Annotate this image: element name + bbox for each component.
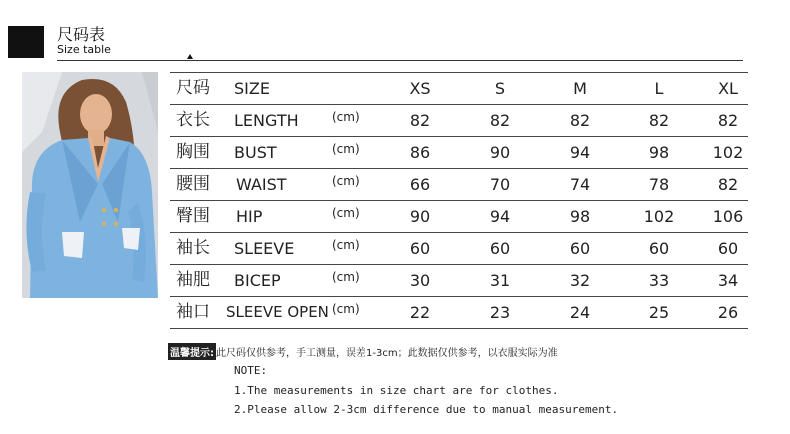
table-row-length [170, 105, 748, 137]
row-en-label: SLEEVE [234, 239, 295, 258]
table-row-hip [170, 201, 748, 233]
table-row-bust [170, 137, 748, 169]
value-xs: 22 [409, 303, 431, 322]
value-xl: 82 [717, 175, 739, 194]
row-unit: (cm) [332, 110, 360, 124]
value-l: 25 [648, 303, 670, 322]
size-m-header: M [573, 79, 587, 98]
table-row-sleeve-open [170, 297, 748, 329]
value-s: 82 [489, 111, 511, 130]
table-row-waist [170, 169, 748, 201]
table-row-sleeve [170, 233, 748, 265]
row-unit: (cm) [332, 142, 360, 156]
note-line-1: 1.The measurements in size chart are for clothes. [234, 384, 559, 397]
row-unit: (cm) [332, 174, 360, 188]
table-row-bicep [170, 265, 748, 297]
row-unit: (cm) [332, 302, 360, 316]
model-illustration [22, 72, 158, 298]
value-m: 98 [569, 207, 591, 226]
size-xs-header: XS [409, 79, 431, 98]
value-xl: 106 [712, 207, 744, 226]
row-en-label: SLEEVE OPEN [226, 303, 329, 321]
row-cn-label: 腰围 [176, 174, 210, 194]
value-xl: 102 [712, 143, 744, 162]
note-line-2: 2.Please allow 2-3cm difference due to manual measurement. [234, 403, 619, 416]
title-divider [57, 60, 743, 61]
value-xs: 60 [409, 239, 431, 258]
size-xl-header: XL [718, 79, 738, 98]
value-xl: 34 [717, 271, 739, 290]
value-l: 33 [648, 271, 670, 290]
value-s: 23 [489, 303, 511, 322]
value-xs: 86 [409, 143, 431, 162]
logo-block [8, 26, 44, 58]
note-title: NOTE: [234, 364, 268, 377]
value-s: 94 [489, 207, 511, 226]
row-unit: (cm) [332, 238, 360, 252]
row-cn-label: 臀围 [176, 206, 210, 226]
value-s: 60 [489, 239, 511, 258]
page-title: 尺码表 [57, 25, 106, 44]
value-m: 82 [569, 111, 591, 130]
size-l-header: L [654, 79, 664, 98]
row-en-label: BUST [234, 143, 277, 162]
row-unit: (cm) [332, 270, 360, 284]
row-en-label: HIP [236, 207, 263, 226]
value-m: 94 [569, 143, 591, 162]
value-m: 24 [569, 303, 591, 322]
divider-marker [187, 54, 193, 59]
tip-text: 此尺码仅供参考，手工测量，误差1-3cm；此数据仅供参考，以衣服实际为准 [216, 348, 558, 359]
header-en-label: SIZE [234, 79, 270, 98]
value-m: 74 [569, 175, 591, 194]
page-subtitle: Size table [57, 43, 111, 56]
row-en-label: LENGTH [234, 111, 299, 130]
row-cn-label: 胸围 [176, 142, 210, 162]
header-cn-label: 尺码 [176, 78, 210, 98]
value-xs: 30 [409, 271, 431, 290]
value-xs: 90 [409, 207, 431, 226]
tip-label: 温馨提示: [168, 343, 216, 360]
value-xs: 66 [409, 175, 431, 194]
row-en-label: WAIST [236, 175, 287, 194]
value-s: 90 [489, 143, 511, 162]
value-l: 102 [643, 207, 675, 226]
value-xl: 82 [717, 111, 739, 130]
value-l: 82 [648, 111, 670, 130]
value-l: 60 [648, 239, 670, 258]
product-photo [22, 72, 158, 298]
tip-line [168, 343, 558, 360]
value-l: 98 [648, 143, 670, 162]
table-header-row [170, 73, 748, 105]
row-cn-label: 袖长 [176, 238, 210, 258]
row-en-label: BICEP [234, 271, 281, 290]
row-unit: (cm) [332, 206, 360, 220]
value-m: 32 [569, 271, 591, 290]
value-s: 70 [489, 175, 511, 194]
value-m: 60 [569, 239, 591, 258]
size-s-header: S [494, 79, 506, 98]
row-cn-label: 袖口 [176, 302, 210, 322]
value-xl: 26 [717, 303, 739, 322]
row-cn-label: 袖肥 [176, 270, 210, 290]
value-l: 78 [648, 175, 670, 194]
value-xl: 60 [717, 239, 739, 258]
row-cn-label: 衣长 [176, 110, 210, 130]
value-xs: 82 [409, 111, 431, 130]
value-s: 31 [489, 271, 511, 290]
